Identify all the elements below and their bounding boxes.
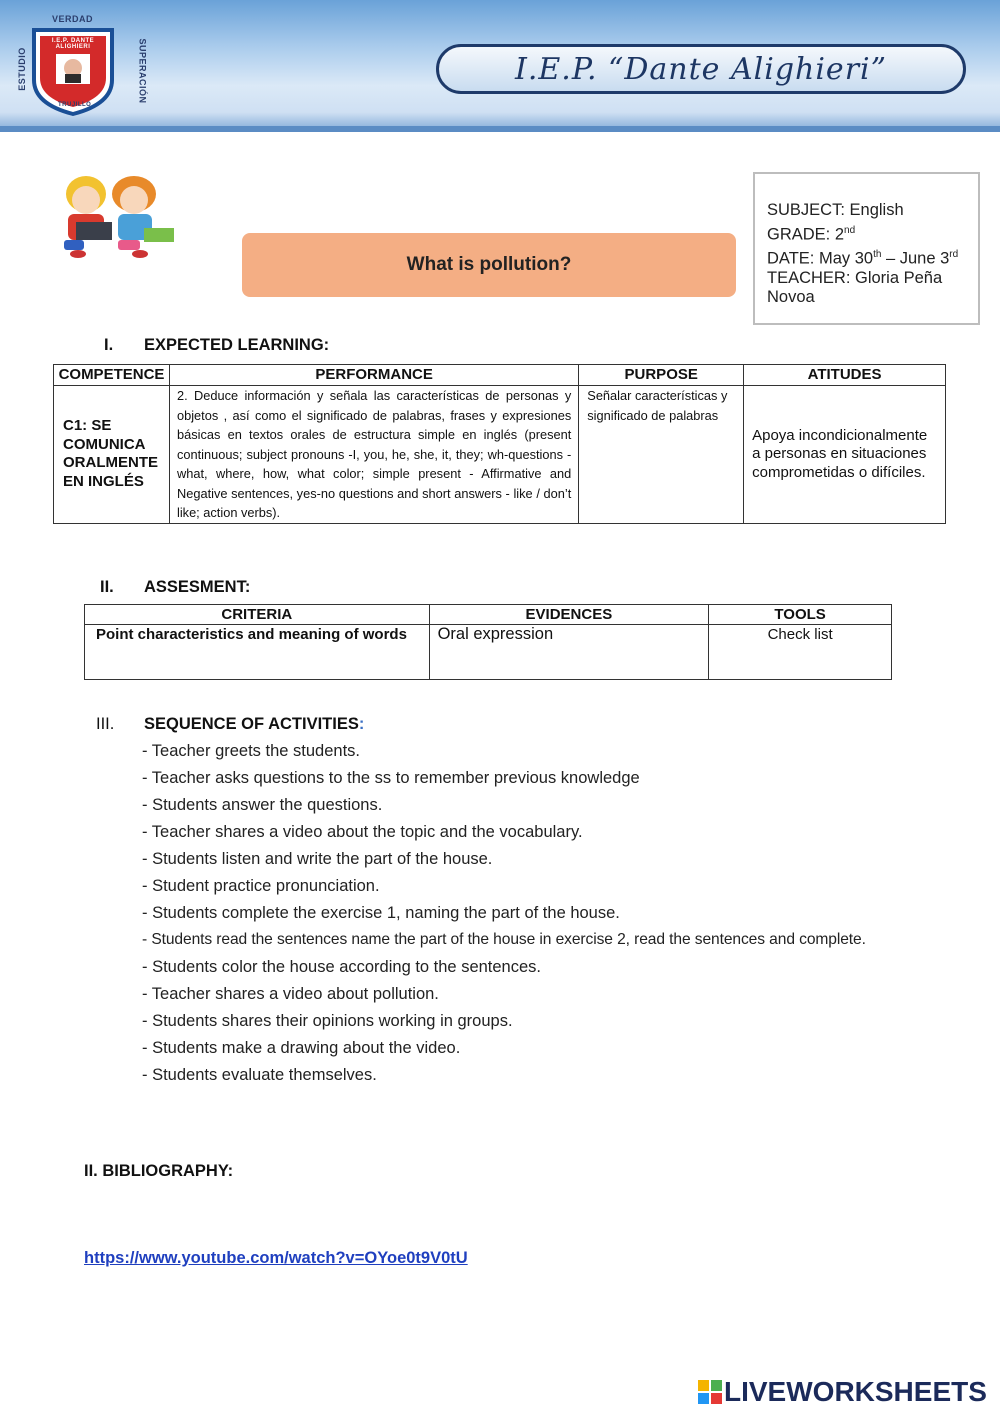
class-info-box [753, 172, 980, 325]
activity-item: - Students answer the questions. [142, 796, 383, 814]
activity-item: - Teacher shares a video about the topic and the vocabulary. [142, 823, 583, 841]
activity-item: - Students make a drawing about the video. [142, 1039, 461, 1057]
liveworksheets-text: LIVEWORKSHEETS [724, 1376, 987, 1407]
date-line: DATE: May 30th – June 3rd [767, 248, 959, 267]
header-tools: TOOLS [709, 605, 892, 625]
performance-cell: 2. Deduce información y señala las características de personas y objetos , así como el significado de palabras, frases y expresiones básicas en textos orales de estructura simple en inglés (present continuous; subject pronouns -I, you, he, she, it, they; wh-questions - what, where, how, what color; simple present - Affirmative and Negative sentences, yes-no questions and short answers - like / don’t like; action verbs). [169, 386, 578, 524]
expected-learning-table [53, 364, 946, 524]
activity-item: - Students evaluate themselves. [142, 1066, 377, 1084]
header-competence: COMPETENCE [54, 365, 170, 386]
criteria-cell: Point characteristics and meaning of words [85, 625, 430, 680]
subject-line: SUBJECT: English [767, 201, 904, 219]
activity-item: - Students complete the exercise 1, naming the part of the house. [142, 904, 620, 922]
activity-item: - Student practice pronunciation. [142, 877, 380, 895]
header-performance: PERFORMANCE [169, 365, 578, 386]
activity-item: - Students shares their opinions working in groups. [142, 1012, 513, 1030]
activity-item: - Students listen and write the part of the house. [142, 850, 493, 868]
activity-item: - Students read the sentences name the part of the house in exercise 2, read the sentences and complete. [142, 931, 866, 948]
competence-cell: C1: SE COMUNICA ORALMENTE EN INGLÉS [54, 386, 170, 524]
liveworksheets-icon [698, 1380, 722, 1404]
bibliography-heading: II. BIBLIOGRAPHY: [84, 1162, 234, 1180]
school-crest [14, 10, 148, 122]
crest-left-text: ESTUDIO [16, 47, 27, 91]
activity-item: - Teacher shares a video about pollution. [142, 985, 439, 1003]
purpose-cell: Señalar características y significado de palabras [579, 386, 744, 524]
children-illustration [52, 170, 180, 260]
tools-cell: Check list [709, 625, 892, 680]
header-evidences: EVIDENCES [429, 605, 709, 625]
activity-item: - Students color the house according to the sentences. [142, 958, 541, 976]
header-banner-stripe [0, 126, 1000, 132]
grade-line: GRADE: 2nd [767, 224, 856, 243]
bibliography-link[interactable]: https://www.youtube.com/watch?v=OYoe0t9V0tU [84, 1249, 468, 1267]
header-attitudes: ATITUDES [744, 365, 946, 386]
evidences-cell: Oral expression [429, 625, 709, 680]
crest-top-text: VERDAD [52, 14, 94, 24]
section-expected-learning-heading: I. EXPECTED LEARNING: [104, 336, 330, 354]
assessment-table [84, 604, 892, 680]
header-purpose: PURPOSE [579, 365, 744, 386]
crest-inner-text: I.E.P. DANTE ALIGHIERI [51, 38, 95, 50]
teacher-line: TEACHER: Gloria Peña Novoa [767, 268, 943, 306]
worksheet-title-banner [242, 233, 736, 297]
attitudes-cell: Apoya incondicionalmente a personas en situaciones comprometidas o difíciles. [744, 386, 946, 524]
section-activities-heading: III. SEQUENCE OF ACTIVITIES: [96, 715, 365, 733]
activity-item: - Teacher greets the students. [142, 742, 360, 760]
school-name: I.E.P. “Dante Alighieri” [515, 51, 887, 87]
section-assessment-heading: II. ASSESMENT: [100, 578, 251, 596]
worksheet-title: What is pollution? [406, 254, 572, 275]
header-criteria: CRITERIA [85, 605, 430, 625]
school-name-banner [436, 44, 966, 94]
activity-item: - Teacher asks questions to the ss to remember previous knowledge [142, 769, 640, 787]
liveworksheets-logo[interactable] [698, 1376, 987, 1408]
crest-right-text: SUPERACIÓN [137, 38, 148, 104]
crest-bottom-text: TRUJILLO [58, 102, 92, 108]
